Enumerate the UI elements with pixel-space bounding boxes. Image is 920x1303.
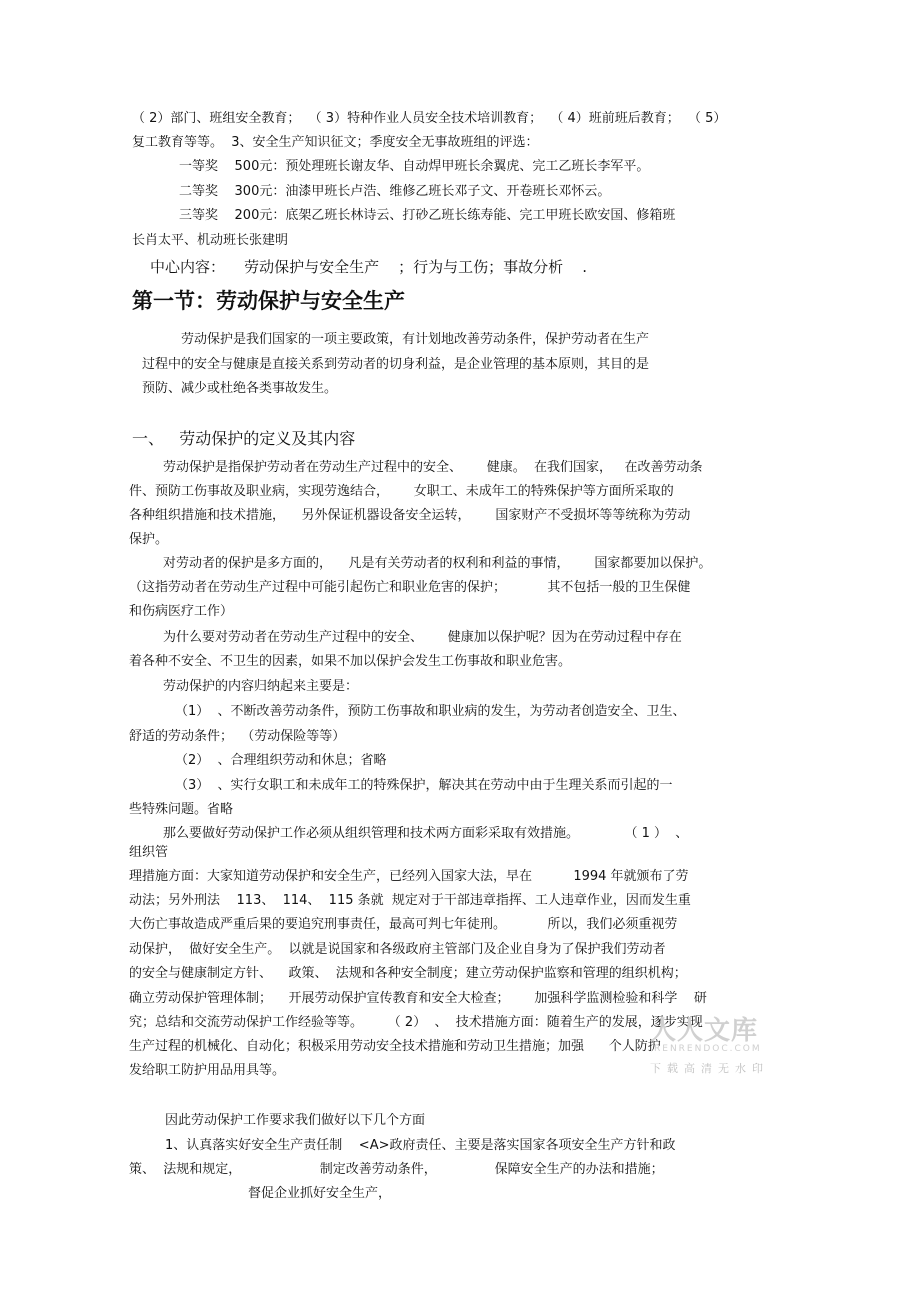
central-content: 中心内容： 劳动保护与安全生产 ；行为与工伤；事故分析 . [150, 258, 587, 276]
text-line: 些特殊问题。省略 [129, 802, 234, 817]
award-third: 三等奖 200元：底架乙班长林诗云、打砂乙班长练寿能、完工甲班长欧安国、修箱班 [179, 208, 676, 223]
text-line: 劳动保护是指保护劳动者在劳动生产过程中的安全、 健康。 在我们国家， 在改善劳动条 [163, 460, 703, 475]
text-line: 舒适的劳动条件； （劳动保险等等） [129, 729, 346, 744]
list-item: （1） 、不断改善劳动条件，预防工伤事故和职业病的发生，为劳动者创造安全、卫生、 [175, 704, 686, 719]
subsection-heading: 一、 劳动保护的定义及其内容 [132, 429, 356, 448]
text-line: 复工教育等等。 3、安全生产知识征文；季度安全无事故班组的评选： [132, 135, 539, 150]
text-line: 因此劳动保护工作要求我们做好以下几个方面 [165, 1113, 426, 1128]
text-line: 大伤亡事故造成严重后果的要追究刑事责任，最高可判七年徒刑。 所以，我们必须重视劳 [129, 917, 678, 932]
text-line: 督促企业抓好安全生产， [248, 1186, 392, 1201]
text-line: 1、认真落实好安全生产责任制 <A>政府责任、主要是落实国家各项安全生产方针和政 [165, 1138, 676, 1153]
award-first: 一等奖 500元：预处理班长谢友华、自动焊甲班长余翼虎、完工乙班长李军平。 [179, 159, 650, 174]
text-line: 究；总结和交流劳动保护工作经验等等。 （ 2） 、 技术措施方面：随着生产的发展，逐步实现 [129, 1015, 703, 1030]
list-item: （2） 、合理组织劳动和休息；省略 [175, 753, 387, 768]
watermark [640, 1010, 790, 1080]
section-title: 第一节：劳动保护与安全生产 [132, 289, 405, 313]
text-line: 为什么要对劳动者在劳动生产过程中的安全、 健康加以保护呢？因为在劳动过程中存在 [163, 630, 682, 645]
text-line: 着各种不安全、不卫生的因素，如果不加以保护会发生工伤事故和职业危害。 [129, 654, 572, 669]
text-line: 理措施方面：大家知道劳动保护和安全生产，已经列入国家大法，早在 1994 年就颁布了劳 [129, 869, 689, 884]
intro-paragraph: 劳动保护是我们国家的一项主要政策，有计划地改善劳动条件，保护劳动者在生产 [181, 332, 650, 347]
text-line: 动保护， 做好安全生产。 以就是说国家和各级政府主管部门及企业自身为了保护我们劳动者 [129, 942, 666, 957]
text-line: 保护。 [129, 532, 169, 547]
text-line: 的安全与健康制定方针、 政策、 法规和各种安全制度；建立劳动保护监察和管理的组织机构； [129, 966, 687, 981]
watermark-note: 下载高清无水印 [650, 1062, 769, 1075]
text-line: 和伤病医疗工作） [129, 604, 234, 619]
watermark-logo: 人人文库 [650, 1016, 759, 1046]
text-line: 动法；另外刑法 113、 114、 115 条就 规定对于干部违章指挥、工人违章作业，因而发生重 [129, 893, 691, 908]
text-line: 发给职工防护用品用具等。 [129, 1063, 286, 1078]
text-line: 组织管 [129, 845, 169, 860]
text-line: 劳动保护的内容归纳起来主要是： [163, 679, 359, 694]
text-line: 策、 法规和规定， 制定改善劳动条件， 保障安全生产的办法和措施； [129, 1162, 664, 1177]
text-line: 件、预防工伤事故及职业病，实现劳逸结合， 女职工、未成年工的特殊保护等方面所采取的 [129, 484, 674, 499]
list-item: （3） 、实行女职工和未成年工的特殊保护，解决其在劳动中由于生理关系而引起的一 [175, 778, 673, 793]
text-line: 确立劳动保护管理体制； 开展劳动保护宣传教育和安全大检查； 加强科学监测检验和科学 研 [129, 991, 707, 1006]
text-line: （这指劳动者在劳动生产过程中可能引起伤亡和职业危害的保护； 其不包括一般的卫生保健 [129, 580, 691, 595]
text-line: （ 2）部门、班组安全教育； （ 3）特种作业人员安全技术培训教育； （ 4）班前班后教育； （ 5） [132, 111, 727, 126]
text-line: 那么要做好劳动保护工作必须从组织管理和技术两方面彩采取有效措施。 （ 1 ） 、 [163, 826, 689, 841]
text-line: 过程中的安全与健康是直接关系到劳动者的切身利益，是企业管理的基本原则，其目的是 [142, 357, 650, 372]
text-line: 生产过程的机械化、自动化；积极采用劳动安全技术措施和劳动卫生措施；加强 个人防护 [129, 1039, 661, 1054]
watermark-url: RENRENDOC.COM [654, 1044, 762, 1054]
text-line: 预防、减少或杜绝各类事故发生。 [142, 381, 338, 396]
text-line: 长肖太平、机动班长张建明 [132, 233, 289, 248]
award-second: 二等奖 300元：油漆甲班长卢浩、维修乙班长邓子文、开卷班长邓怀云。 [179, 184, 611, 199]
text-line: 各种组织措施和技术措施， 另外保证机器设备安全运转， 国家财产不受损坏等等统称为劳动 [129, 508, 691, 523]
text-line: 对劳动者的保护是多方面的， 凡是有关劳动者的权利和利益的事情， 国家都要加以保护。 [163, 556, 712, 571]
